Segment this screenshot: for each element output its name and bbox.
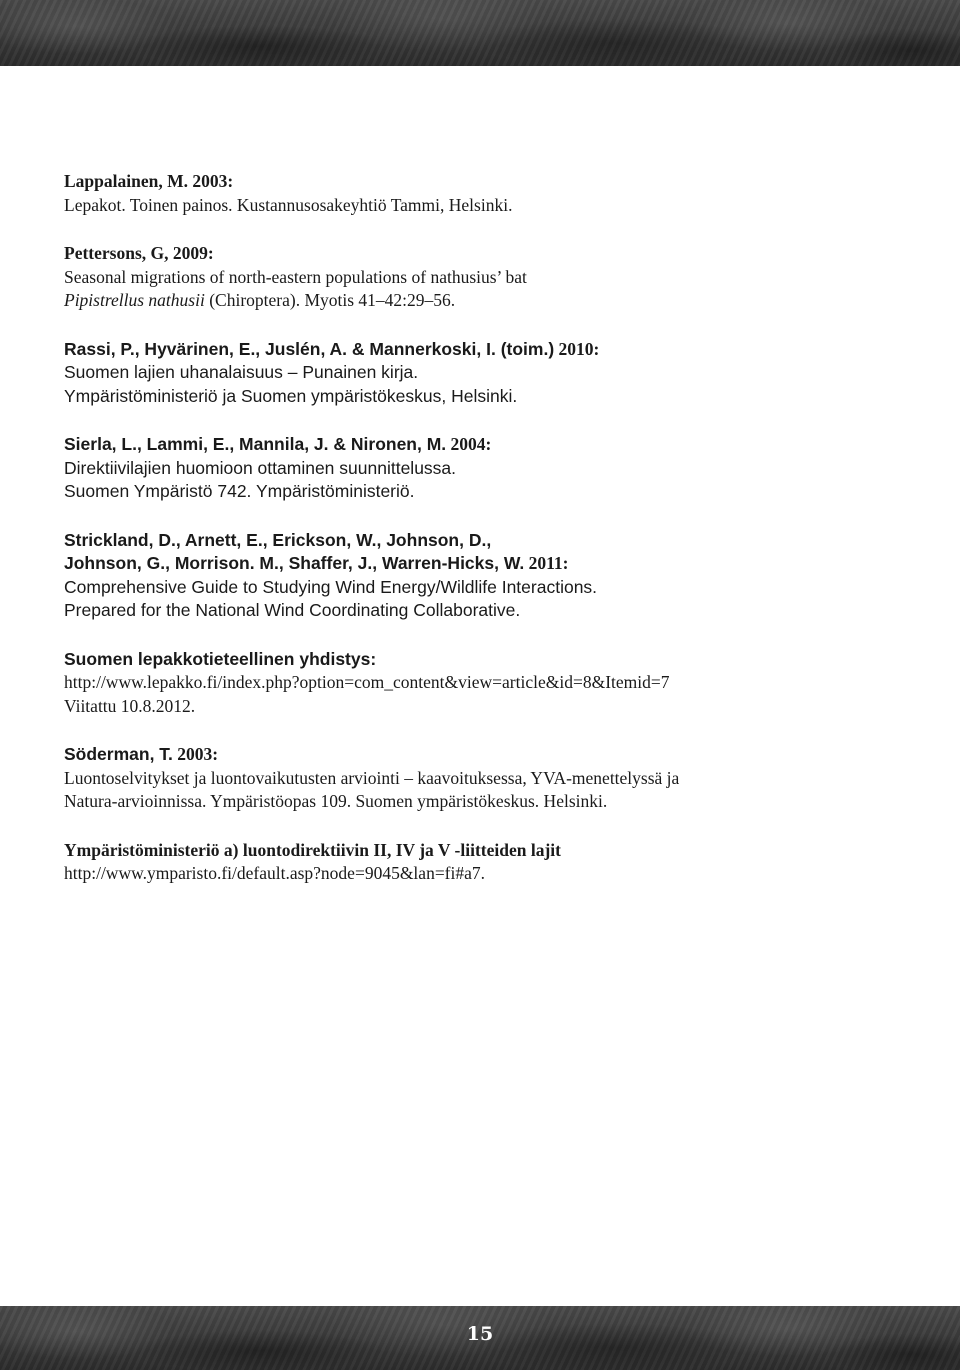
reference-lappalainen: [64, 170, 894, 217]
reference-text: Prepared for the National Wind Coordinating Collaborative.: [64, 600, 521, 620]
reference-text: Ympäristöministeriö ja Suomen ympäristökeskus, Helsinki.: [64, 385, 518, 406]
reference-author: Rassi, P., Hyvärinen, E., Juslén, A. & Mannerkoski, I. (toim.) 2010:: [64, 338, 600, 359]
reference-text: Direktiivilajien huomioon ottaminen suunnittelussa.: [64, 457, 457, 478]
reference-rassi: [64, 338, 894, 409]
reference-ymparistoministerio: [64, 839, 894, 886]
reference-author: Strickland, D., Arnett, E., Erickson, W., Johnson, D.,: [64, 529, 492, 550]
reference-text-rest: (Chiroptera). Myotis 41–42:29–56.: [204, 290, 456, 310]
reference-link[interactable]: http://www.ymparisto.fi/default.asp?node=9045&lan=fi#a7.: [64, 863, 486, 883]
reference-pettersons: [64, 242, 894, 313]
reference-text: Viitattu 10.8.2012.: [64, 695, 196, 716]
reference-list: [64, 170, 894, 911]
reference-text: [64, 289, 894, 313]
reference-author: Sierla, L., Lammi, E., Mannila, J. & Nironen, M. 2004:: [64, 434, 492, 454]
reference-text: Suomen lajien uhanalaisuus – Punainen kirja.: [64, 362, 419, 382]
reference-text: Suomen Ympäristö 742. Ympäristöministeriö.: [64, 481, 415, 501]
reference-soderman: [64, 743, 894, 814]
reference-author: Söderman, T. 2003:: [64, 744, 219, 764]
reference-author: Johnson, G., Morrison. M., Shaffer, J., Warren-Hicks, W. 2011:: [64, 553, 569, 573]
reference-text: Lepakot. Toinen painos. Kustannusosakeyhtiö Tammi, Helsinki.: [64, 194, 513, 215]
reference-strickland: [64, 529, 894, 623]
reference-sierla: [64, 433, 894, 504]
reference-link[interactable]: http://www.lepakko.fi/index.php?option=com_content&view=article&id=8&Itemid=7: [64, 672, 670, 692]
reference-author: Suomen lepakkotieteellinen yhdistys:: [64, 648, 377, 669]
reference-text: Comprehensive Guide to Studying Wind Energy/Wildlife Interactions.: [64, 576, 598, 597]
reference-author: Ympäristöministeriö a) luontodirektiivin II, IV ja V -liitteiden lajit: [64, 839, 561, 860]
reference-text: Natura-arvioinnissa. Ympäristöopas 109. Suomen ympäristökeskus. Helsinki.: [64, 791, 608, 811]
reference-text: Luontoselvitykset ja luontovaikutusten arviointi – kaavoituksessa, YVA-menettelyssä ja: [64, 767, 680, 788]
reference-author: Pettersons, G, 2009:: [64, 243, 214, 263]
header-texture-band: [0, 0, 960, 66]
species-name: Pipistrellus nathusii: [64, 290, 205, 310]
reference-author: Lappalainen, M. 2003:: [64, 171, 234, 191]
reference-text: Seasonal migrations of north-eastern populations of nathusius’ bat: [64, 266, 527, 287]
page-number: 15: [466, 1323, 494, 1345]
reference-lepakko: [64, 648, 894, 719]
